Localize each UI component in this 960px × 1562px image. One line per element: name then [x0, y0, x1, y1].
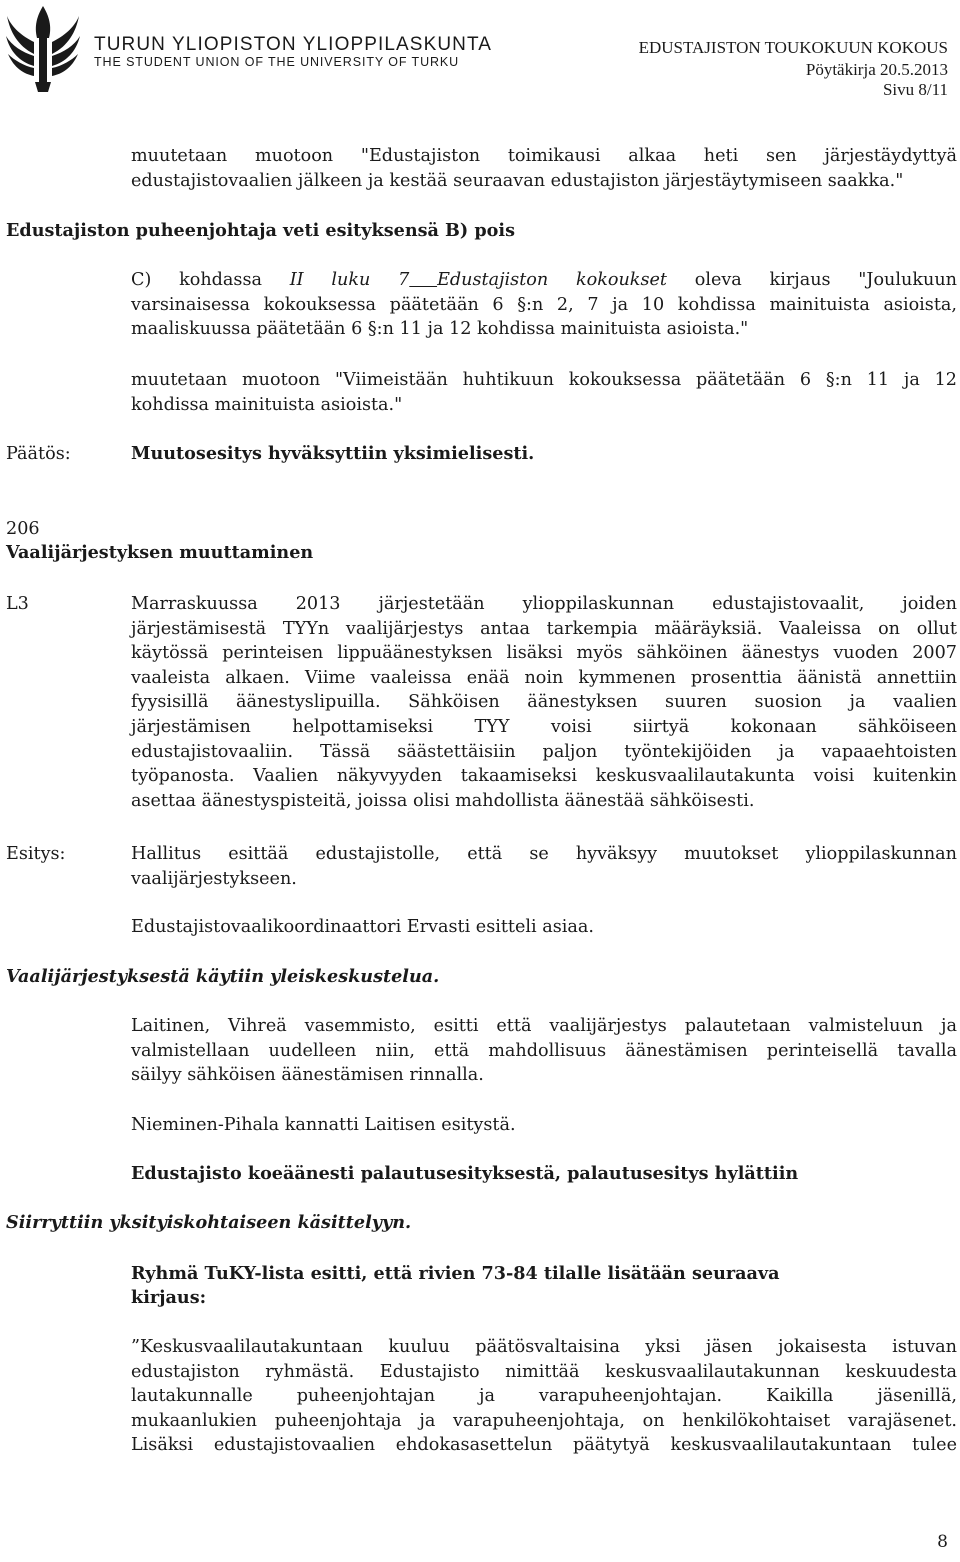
text-line: C) kohdassa II luku 7 Edustajiston kokoukset oleva kirjaus "Joulukuun [131, 270, 957, 290]
text-line: asettaa äänestyspisteitä, joissa olisi mahdollista äänestää sähköisesti. [131, 790, 755, 811]
text-line: säilyy sähköisen äänestämisen rinnalla. [131, 1065, 484, 1086]
tuky-proposal-line2: kirjaus: [131, 1287, 207, 1308]
quote-paragraph [131, 144, 957, 193]
text-line: kohdissa mainituista asioista." [131, 394, 403, 415]
text-line: muutetaan muotoon "Edustajiston toimikausi alkaa heti sen järjestäydyttyä [131, 146, 957, 166]
text-line: edustajistovaaliin. Tässä säästettäisiin paljon työntekijöiden ja vapaaehtoisten [131, 741, 957, 762]
presenter-note: Edustajistovaalikoordinaattori Ervasti esitteli asiaa. [131, 917, 594, 937]
text-line: muutetaan muotoon "Viimeistään huhtikuun kokouksessa päätetään 6 §:n 11 ja 12 [131, 370, 957, 390]
text-line: Marraskuussa 2013 järjestetään ylioppilaskunnan edustajistovaalit, joiden [131, 594, 957, 614]
org-name-english: THE STUDENT UNION OF THE UNIVERSITY OF TURKU [94, 55, 460, 69]
text-line: edustajistovaalien jälkeen ja kestää seuraavan edustajiston järjestäytymiseen saakka." [131, 170, 904, 191]
background-paragraph [131, 592, 957, 813]
withdrawal-note: Edustajiston puheenjohtaja veti esityksensä B) pois [6, 220, 515, 241]
amendment-c-paragraph [131, 268, 957, 342]
proposal-paragraph [131, 842, 957, 891]
amendment-new-wording [131, 368, 957, 417]
laitinen-proposal [131, 1014, 957, 1088]
tuky-quote-paragraph [131, 1335, 957, 1458]
text-line: varsinaisessa kokouksessa päätetään 6 §:n 2, 7 ja 10 kohdissa mainituista asioista, [131, 294, 957, 315]
text-line: vaaleista alkaen. Viime vaaleissa enää noin kymmenen prosenttia äänistä annettiin [131, 667, 957, 688]
text-line: ”Keskusvaalilautakuntaan kuuluu päätösvaltaisina yksi jäsen jokaisesta istuvan [131, 1337, 957, 1357]
text-line: järjestämisen helpottamiseksi TYY voisi siirtyä kokonaan sähköiseen [131, 716, 957, 737]
text-line: Lisäksi edustajistovaalien ehdokasasettelun päätytyä keskusvaalilautakuntaan tulee [131, 1435, 957, 1456]
page-indicator: Sivu 8/11 [882, 80, 948, 99]
general-discussion-note: Vaalijärjestyksestä käytiin yleiskeskustelua. [6, 966, 440, 987]
item-number: 206 [6, 519, 40, 539]
text-line: työpanosta. Vaalien näkyvyyden takaamiseksi keskusvaalilautakunta voisi kuitenkin [131, 766, 957, 787]
decision-label: Päätös: [6, 444, 71, 464]
text-line: fyysisillä äänestyslipuilla. Sähköisen äänestyksen suuren suosion ja vaalien [131, 692, 957, 713]
support-note: Nieminen-Pihala kannatti Laitisen esitystä. [131, 1115, 516, 1135]
text-line: mukaanlukien puheenjohtaja ja varapuheenjohtaja, on henkilökohtaiset varajäsenet. [131, 1410, 957, 1431]
tuky-proposal-line1: Ryhmä TuKY-lista esitti, että rivien 73-84 tilalle lisätään seuraava [131, 1263, 780, 1284]
text-line: edustajiston ryhmästä. Edustajisto nimittää keskusvaalilautakunnan keskuudesta [131, 1361, 957, 1382]
proposal-label: Esitys: [6, 844, 66, 864]
detailed-handling-note: Siirryttiin yksityiskohtaiseen käsittelyyn. [6, 1212, 412, 1233]
text-line: lautakunnalle puheenjohtajan ja varapuheenjohtajan. Kaikilla jäsenillä, [131, 1386, 957, 1407]
student-union-torch-logo [4, 2, 82, 94]
page-number: 8 [937, 1532, 948, 1552]
text-line: järjestämisestä TYYn vaalijärjestys antaa tarkempia määräyksiä. Vaaleissa on ollut [131, 618, 957, 639]
decision-text: Muutosesitys hyväksyttiin yksimielisesti. [131, 443, 535, 464]
attachment-ref: L3 [6, 594, 29, 614]
text-line: käytössä perinteisen lippuäänestyksen lisäksi myös sähköinen äänestys vuoden 2007 [131, 643, 957, 664]
minutes-date: Pöytäkirja 20.5.2013 [805, 60, 948, 79]
meeting-title: EDUSTAJISTON TOUKOKUUN KOKOUS [638, 38, 948, 57]
item-title: Vaalijärjestyksen muuttaminen [6, 542, 314, 563]
org-name-finnish: TURUN YLIOPISTON YLIOPPILASKUNTA [94, 34, 493, 55]
text-line: Laitinen, Vihreä vasemmisto, esitti että vaalijärjestys palautetaan valmisteluun ja [131, 1016, 957, 1036]
text-line: valmistellaan uudelleen niin, että mahdollisuus äänestämisen perinteisellä tavalla [131, 1040, 957, 1061]
text-line: maaliskuussa päätetään 6 §:n 11 ja 12 kohdissa mainituista asioista." [131, 319, 749, 340]
text-line: vaalijärjestykseen. [131, 868, 297, 889]
vote-result: Edustajisto koeäänesti palautusesityksestä, palautusesitys hylättiin [131, 1163, 799, 1184]
text-line: Hallitus esittää edustajistolle, että se hyväksyy muutokset ylioppilaskunnan [131, 844, 957, 864]
